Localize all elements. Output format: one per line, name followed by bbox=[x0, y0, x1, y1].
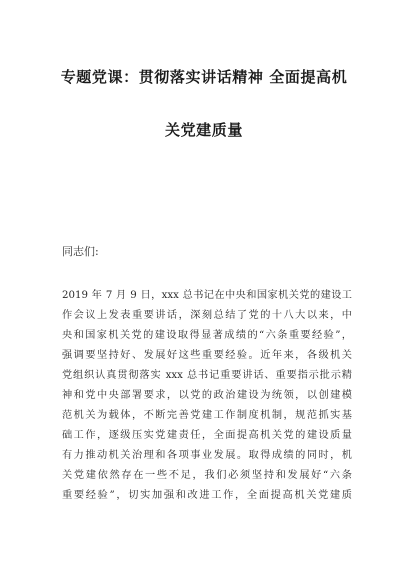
body-line: 础工作，逐级压实党建责任，全面提高机关党的建设质量 bbox=[62, 430, 352, 441]
body-line: 神和党中央部署要求，以党的政治建设为统领，以创建模 bbox=[62, 390, 352, 401]
body-line: 央和国家机关党的建设取得显著成绩的“六条重要经验”， bbox=[62, 330, 352, 341]
body-line: 作会议上发表重要讲话，深刻总结了党的十八大以来，中 bbox=[62, 310, 352, 321]
document-title-line-2: 关党建质量 bbox=[164, 121, 243, 139]
body-paragraph bbox=[62, 286, 352, 506]
document-title-line-1: 专题党课：贯彻落实讲话精神 全面提高机 bbox=[60, 68, 348, 86]
body-line: 强调要坚持好、发展好这些重要经验。近年来，各级机关 bbox=[62, 350, 352, 361]
body-line: 关党建依然存在一些不足，我们必须坚持和发展好“六条 bbox=[62, 470, 352, 481]
body-line: 有力推动机关治理和各项事业发展。取得成绩的同时，机 bbox=[62, 450, 352, 461]
body-line: 重要经验”，切实加强和改进工作，全面提高机关党建质 bbox=[62, 490, 352, 501]
salutation: 同志们: bbox=[62, 245, 99, 258]
body-line: 党组织认真贯彻落实 xxx 总书记重要讲话、重要指示批示精 bbox=[62, 370, 352, 381]
body-line: 2019 年 7 月 9 日，xxx 总书记在中央和国家机关党的建设工 bbox=[62, 290, 352, 301]
body-line: 范机关为载体，不断完善党建工作制度机制，规范抓实基 bbox=[62, 410, 352, 421]
